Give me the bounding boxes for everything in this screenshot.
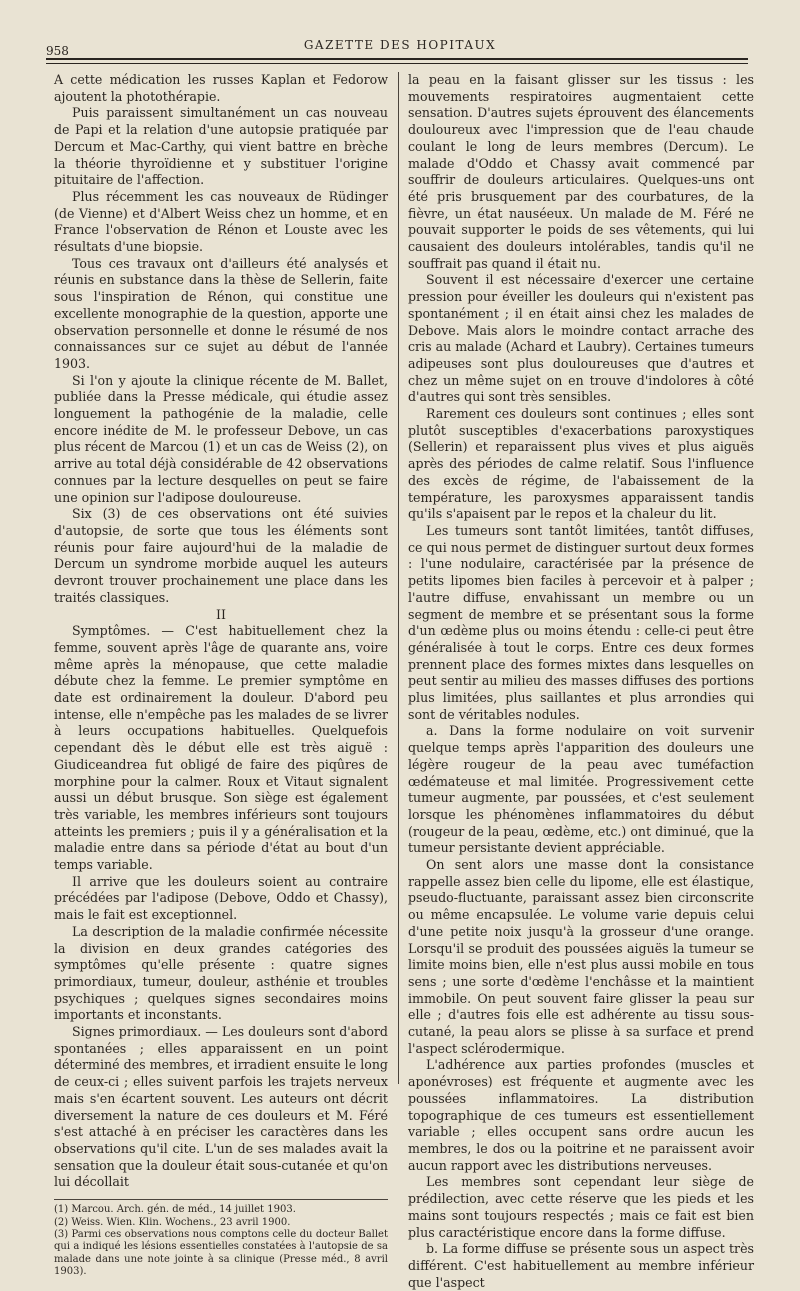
paragraph: Il arrive que les douleurs soient au contraire précédées par l'adipose (Debove, Oddo et Chassy), mais le fait est exceptionnel. bbox=[54, 873, 388, 923]
column-divider bbox=[398, 72, 399, 1084]
paragraph: Rarement ces douleurs sont continues ; elles sont plutôt susceptibles d'exacerbations paroxystiques (Sellerin) et reparaissent plus vives et plus aiguës après des périodes de calme relatif. Sous l'influence des excès de régime, de l'abaissement de la température, les paroxysmes apparaissent tandis qu'ils s'apaisent par le repos et la chaleur du lit. bbox=[408, 406, 754, 522]
paragraph: A cette médication les russes Kaplan et Fedorow ajoutent la photothérapie. bbox=[54, 72, 388, 104]
footnote: (2) Weiss. Wien. Klin. Wochens., 23 avril 1900. bbox=[54, 1216, 291, 1228]
paragraph: a. Dans la forme nodulaire on voit survenir quelque temps après l'apparition des douleurs une légère rougeur de la peau avec tuméfaction œdémateuse et mal limitée. Progressivement cette tumeur augmente, par poussées, et c'est seulement lorsque les phénomènes inflammatoires du début (rougeur de la peau, œdème, etc.) ont diminué, que la tumeur persistante devient appréciable. bbox=[408, 723, 754, 856]
header-rule-thin bbox=[46, 63, 748, 64]
page-number: 958 bbox=[46, 44, 69, 58]
left-column bbox=[54, 72, 388, 1279]
paragraph: Si l'on y ajoute la clinique récente de M. Ballet, publiée dans la Presse médicale, qui étudie assez longuement la pathogénie de la maladie, celle encore inédite de M. le professeur Debove, un cas plus récent de Marcou (1) et un cas de Weiss (2), on arrive au total déjà considérable de 42 observations connues par la lecture desquelles on peut se faire une opinion sur l'adipose douloureuse. bbox=[54, 372, 388, 505]
paragraph: L'adhérence aux parties profondes (muscles et aponévroses) est fréquente et augmente avec les poussées inflammatoires. La distribution topographique de ces tumeurs est essentiellement variable ; elles occupent sans ordre aucun les membres, le dos ou la poitrine et ne paraissent avoir aucun rapport avec les distributions nerveuses. bbox=[408, 1057, 754, 1173]
paragraph: Tous ces travaux ont d'ailleurs été analysés et réunis en substance dans la thèse de Sellerin, faite sous l'inspiration de Rénon, qui constitue une excellente monographie de la question, apporte une observation personnelle et donne le résumé de nos connaissances sur ce sujet au début de l'année 1903. bbox=[54, 255, 388, 371]
footnote: (1) Marcou. Arch. gén. de méd., 14 juillet 1903. bbox=[54, 1204, 296, 1216]
right-column bbox=[408, 72, 754, 1291]
paragraph: La description de la maladie confirmée nécessite la division en deux grandes catégories des symptômes qu'elle présente : quatre signes primordiaux, tumeur, douleur, asthénie et troubles psychiques ; quelques signes secondaires moins importants et inconstants. bbox=[54, 923, 388, 1023]
footnote: (3) Parmi ces observations nous comptons celle du docteur Ballet qui a indiqué les lésions essentielles constatées à l'autopsie de sa malade dans une note jointe à sa clinique (Presse méd., 8 avril 1903). bbox=[54, 1228, 388, 1278]
paragraph: Signes primordiaux. — Les douleurs sont d'abord spontanées ; elles apparaissent en un point déterminé des membres, et irradient ensuite le long de ceux-ci ; elles suivent parfois les trajets nerveux mais s'en écartent souvent. Les auteurs ont décrit diversement la nature de ces douleurs et M. Féré s'est attaché à en préciser les caractères dans les observations qu'il cite. L'un de ses malades avait la sensation que la douleur était sous-cutanée et qu'on lui décollait bbox=[54, 1024, 388, 1190]
paragraph: b. La forme diffuse se présente sous un aspect très différent. C'est habituellement au membre inférieur que l'aspect bbox=[408, 1241, 754, 1290]
paragraph: Les membres sont cependant leur siège de prédilection, avec cette réserve que les pieds et les mains sont toujours respectés ; mais ce fait est bien plus caractéristique encore dans la forme diffuse. bbox=[408, 1174, 754, 1240]
paragraph: Symptômes. — C'est habituellement chez la femme, souvent après l'âge de quarante ans, voire même après la ménopause, que cette maladie débute chez la femme. Le premier symptôme en date est ordinairement la douleur. D'abord peu intense, elle n'empêche pas les malades de se livrer à leurs occupations habituelles. Quelquefois cependant dès le début elle est très aiguë : Giudiceandrea fut obligé de faire des piqûres de morphine pour la calmer. Roux et Vitaut signalent aussi un début brusque. Son siège est également très variable, les membres inférieurs sont toujours atteints les premiers ; puis il y a généralisation et la maladie entre dans sa période d'état au bout d'un temps variable. bbox=[54, 623, 388, 873]
paragraph: Souvent il est nécessaire d'exercer une certaine pression pour éveiller les douleurs qui n'existent pas spontanément ; il en était ainsi chez les malades de Debove. Mais alors le moindre contact arrache des cris au malade (Achard et Laubry). Certaines tumeurs adipeuses sont plus douloureuses que d'autres et chez un même sujet on en trouve d'indolores à côté d'autres qui sont très sensibles. bbox=[408, 272, 754, 405]
running-head: GAZETTE DES HOPITAUX bbox=[303, 38, 497, 52]
paragraph: la peau en la faisant glisser sur les tissus : les mouvements respiratoires augmentaient cette sensation. D'autres sujets éprouvent des élancements douloureux avec l'impression que de l'eau chaude coulant le long de leurs membres (Dercum). Le malade d'Oddo et Chassy avait commencé par souffrir de douleurs articulaires. Quelques-uns ont été pris brusquement par des courbatures, de la fièvre, un état nauséeux. Un malade de M. Féré ne pouvait supporter le poids de ses vêtements, qui lui causaient des douleurs intolérables, tandis qu'il ne souffrait pas quand il était nu. bbox=[408, 72, 754, 271]
header-rule bbox=[46, 58, 748, 60]
footnotes bbox=[54, 1199, 388, 1278]
paragraph: On sent alors une masse dont la consistance rappelle assez bien celle du lipome, elle est élastique, pseudo-fluctuante, paraissant assez bien circonscrite ou même encapsulée. Le volume varie depuis celui d'une petite noix jusqu'à la grosseur d'une orange. Lorsqu'il se produit des poussées aiguës la tumeur se limite moins bien, elle n'est plus aussi mobile en tous sens ; une sorte d'œdème l'enchâsse et la maintient immobile. On peut souvent faire glisser la peau sur elle ; d'autres fois elle est adhérente au tissu sous-cutané, la peau alors se plisse à sa surface et prend l'aspect sclérodermique. bbox=[408, 857, 754, 1056]
paragraph: Puis paraissent simultanément un cas nouveau de Papi et la relation d'une autopsie pratiquée par Dercum et Mac-Carthy, qui vient battre en brèche la théorie thyroïdienne et y substituer l'origine pituitaire de l'affection. bbox=[54, 105, 388, 188]
section-number: II bbox=[216, 606, 226, 622]
paragraph: Plus récemment les cas nouveaux de Rüdinger (de Vienne) et d'Albert Weiss chez un homme, et en France l'observation de Rénon et Louste avec les résultats d'une biopsie. bbox=[54, 188, 388, 255]
paragraph: Six (3) de ces observations ont été suivies d'autopsie, de sorte que tous les éléments sont réunis pour faire aujourd'hui de la maladie de Dercum un syndrome morbide auquel les auteurs devront trouver prochainement une place dans les traités classiques. bbox=[54, 506, 388, 605]
paragraph: Les tumeurs sont tantôt limitées, tantôt diffuses, ce qui nous permet de distinguer surtout deux formes : l'une nodulaire, caractérisée par la présence de petits lipomes bien faciles à percevoir et à palper ; l'autre diffuse, envahissant un membre ou un segment de membre et se présentant sous la forme d'un œdème plus ou moins étendu : celle-ci peut être généralisée à tout le corps. Entre ces deux formes prennent place des formes mixtes dans lesquelles on peut sentir au milieu des masses diffuses des portions plus limitées, plus saillantes et plus arrondies qui sont de véritables nodules. bbox=[408, 522, 754, 722]
